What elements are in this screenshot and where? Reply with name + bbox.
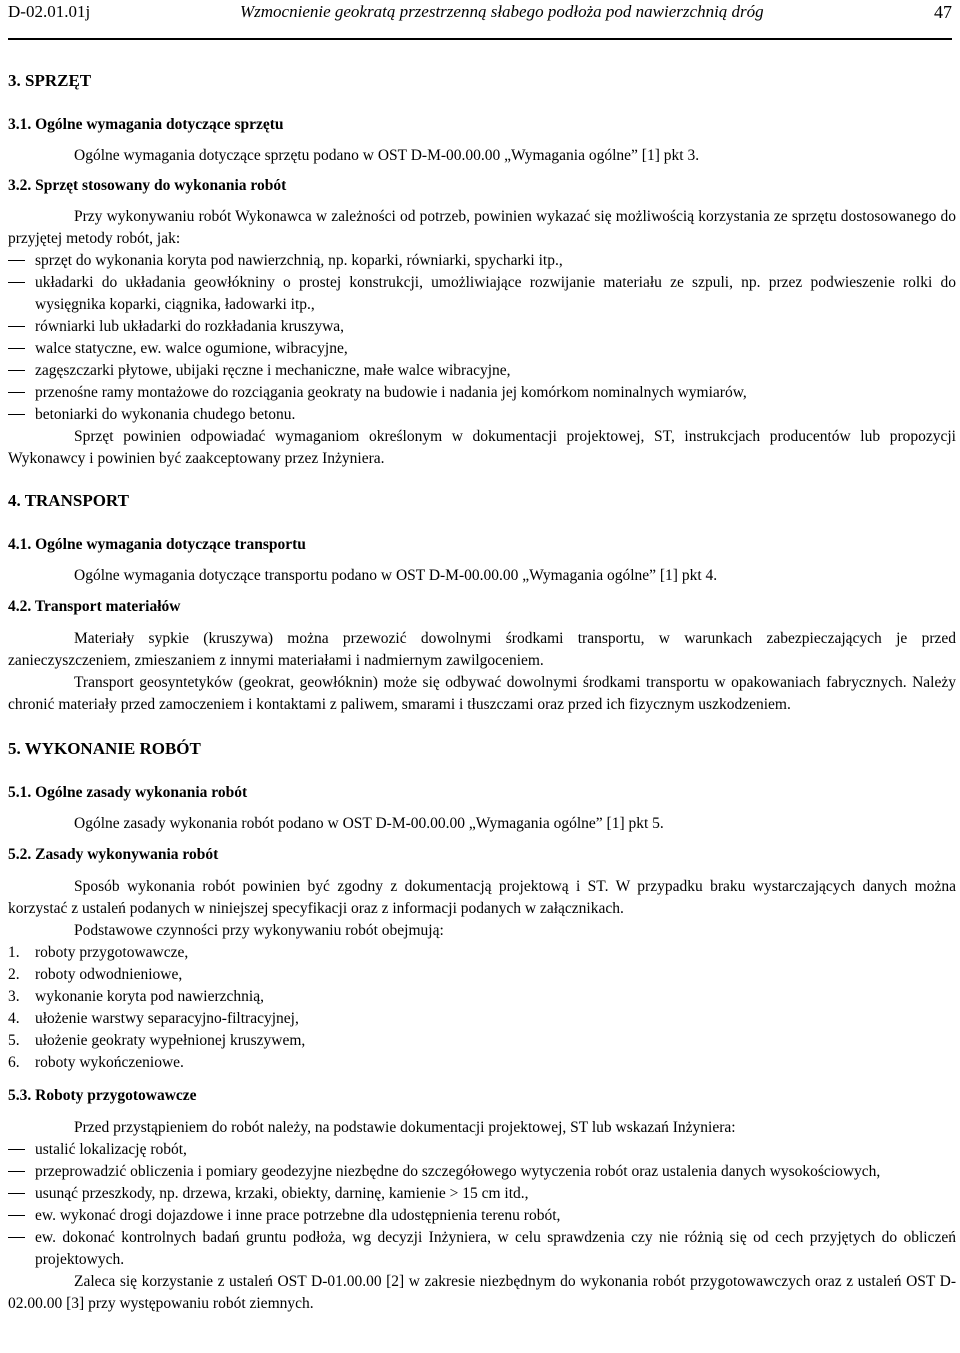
- section-4-heading: 4. TRANSPORT: [8, 491, 129, 510]
- dash-bullet: [8, 1237, 25, 1238]
- list-item: betoniarki do wykonania chudego betonu.: [8, 404, 956, 426]
- dash-bullet: [8, 1215, 25, 1216]
- section-5-3-closing: Zaleca się korzystanie z ustaleń OST D-01.00.00 [2] w zakresie niezbędnym do wykonania robót przygotowawczych oraz z ustaleń OST D-02.00.00 [3] przy występowaniu robót ziemnych.: [8, 1273, 956, 1312]
- list-item: ew. dokonać kontrolnych badań gruntu podłoża, wg decyzji Inżyniera, w celu sprawdzenia czy nie różnią się od cech przyjętych do obliczeń projektowych.: [8, 1227, 956, 1271]
- list-item: 1. roboty przygotowawcze,: [8, 944, 189, 961]
- section-5-2-heading: 5.2. Zasady wykonywania robót: [8, 846, 219, 863]
- section-5-2-paragraph-1: Sposób wykonania robót powinien być zgodny z dokumentacją projektową i ST. W przypadku braku wystarczających danych można korzystać z ustaleń podanych w niniejszej specyfikacji oraz z informacji podanych w załącznikach.: [8, 878, 956, 917]
- section-3-2-heading: 3.2. Sprzęt stosowany do wykonania robót: [8, 177, 287, 194]
- page-content: [8, 70, 956, 1315]
- section-4-1-heading: 4.1. Ogólne wymagania dotyczące transportu: [8, 536, 306, 553]
- section-5-3-heading: 5.3. Roboty przygotowawcze: [8, 1087, 197, 1104]
- section-3-1-text: Ogólne wymagania dotyczące sprzętu podano w OST D-M-00.00.00 „Wymagania ogólne” [1] pkt 3.: [74, 147, 700, 164]
- list-item: 3. wykonanie koryta pod nawierzchnią,: [8, 988, 264, 1005]
- section-3-2-intro: Przy wykonywaniu robót Wykonawca w zależności od potrzeb, powinien wykazać się możliwością korzystania ze sprzętu dostosowanego do przyjętej metody robót, jak:: [8, 208, 956, 247]
- list-item: równiarki lub układarki do rozkładania kruszywa,: [8, 316, 956, 338]
- section-5-1-heading: 5.1. Ogólne zasady wykonania robót: [8, 784, 248, 801]
- dash-bullet: [8, 1171, 25, 1172]
- dash-bullet: [8, 414, 25, 415]
- preparatory-works-list: [8, 1139, 956, 1271]
- list-item: usunąć przeszkody, np. drzewa, krzaki, obiekty, darninę, kamienie > 15 cm itd.,: [8, 1183, 956, 1205]
- section-5-heading: 5. WYKONANIE ROBÓT: [8, 739, 201, 758]
- dash-bullet: [8, 392, 25, 393]
- list-item: zagęszczarki płytowe, ubijaki ręczne i mechaniczne, małe walce wibracyjne,: [8, 360, 956, 382]
- section-4-1-text: Ogólne wymagania dotyczące transportu podano w OST D-M-00.00.00 „Wymagania ogólne” [1] pkt 4.: [74, 567, 718, 584]
- dash-bullet: [8, 370, 25, 371]
- page-header: [8, 0, 952, 24]
- section-4-2-paragraph-2: Transport geosyntetyków (geokrat, geowłóknin) może się odbywać dowolnymi środkami transportu w opakowaniach fabrycznych. Należy chronić materiały przed zamoczeniem i kontaktami z paliwem, smarami i tłuszczami oraz przed ich fizycznym uszkodzeniem.: [8, 674, 956, 713]
- list-item: ustalić lokalizację robót,: [8, 1139, 956, 1161]
- page-number: 47: [934, 2, 952, 22]
- list-item: przeprowadzić obliczenia i pomiary geodezyjne niezbędne do szczegółowego wytyczenia robót oraz ustalenia danych wysokościowych,: [8, 1161, 956, 1183]
- section-3-2-closing: Sprzęt powinien odpowiadać wymaganiom określonym w dokumentacji projektowej, ST, instrukcjach producentów lub propozycji Wykonawcy i powinien być zaakceptowany przez Inżyniera.: [8, 428, 956, 467]
- dash-bullet: [8, 260, 25, 261]
- list-item: 6. roboty wykończeniowe.: [8, 1054, 184, 1071]
- list-item: 5. ułożenie geokraty wypełnionej kruszywem,: [8, 1032, 306, 1049]
- dash-bullet: [8, 282, 25, 283]
- dash-bullet: [8, 348, 25, 349]
- list-item: ew. wykonać drogi dojazdowe i inne prace potrzebne dla udostępnienia terenu robót,: [8, 1205, 956, 1227]
- work-steps-list: [8, 942, 956, 1074]
- section-5-3-intro: Przed przystąpieniem do robót należy, na podstawie dokumentacji projektowej, ST lub wskazań Inżyniera:: [74, 1119, 736, 1136]
- section-4-2-heading: 4.2. Transport materiałów: [8, 598, 181, 615]
- section-3-heading: 3. SPRZĘT: [8, 71, 92, 90]
- equipment-list: [8, 250, 956, 426]
- section-4-2-paragraph-1: Materiały sypkie (kruszywa) można przewozić dowolnymi środkami transportu, w warunkach zabezpieczających je przed zanieczyszczeniem, zmieszaniem z innymi materiałami i nadmiernym zawilgoceniem.: [8, 630, 956, 669]
- section-3-1-heading: 3.1. Ogólne wymagania dotyczące sprzętu: [8, 116, 284, 133]
- list-item: walce statyczne, ew. walce ogumione, wibracyjne,: [8, 338, 956, 360]
- list-item: układarki do układania geowłókniny o prostej konstrukcji, umożliwiające rozwijanie materiału ze szpuli, np. przez podwieszenie rolki do wysięgnika koparki, ciągnika, ładowarki itp.,: [8, 272, 956, 316]
- spec-code: D-02.01.01j: [8, 2, 91, 21]
- dash-bullet: [8, 1193, 25, 1194]
- dash-bullet: [8, 1149, 25, 1150]
- list-item: sprzęt do wykonania koryta pod nawierzchnią, np. koparki, równiarki, spycharki itp.,: [8, 250, 956, 272]
- list-item: 4. ułożenie warstwy separacyjno-filtracyjnej,: [8, 1010, 299, 1027]
- header-rule: [8, 38, 952, 40]
- spec-title: Wzmocnienie geokratą przestrzenną słabego podłoża pod nawierzchnią dróg: [240, 2, 764, 21]
- dash-bullet: [8, 326, 25, 327]
- list-item: 2. roboty odwodnieniowe,: [8, 966, 183, 983]
- section-5-1-text: Ogólne zasady wykonania robót podano w OST D-M-00.00.00 „Wymagania ogólne” [1] pkt 5.: [74, 815, 664, 832]
- list-item: przenośne ramy montażowe do rozciągania geokraty na budowie i nadania jej komórkom nominalnych wymiarów,: [8, 382, 956, 404]
- section-5-2-paragraph-2: Podstawowe czynności przy wykonywaniu robót obejmują:: [74, 922, 444, 939]
